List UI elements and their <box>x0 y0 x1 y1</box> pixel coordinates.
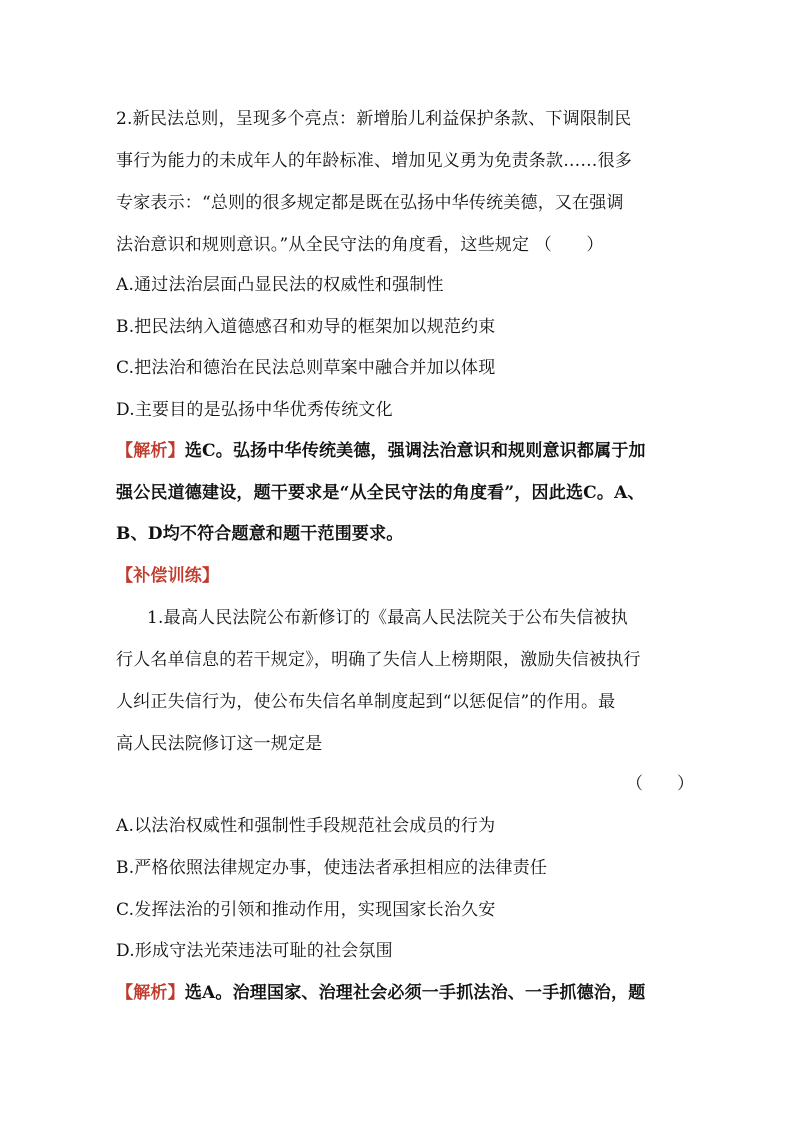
question-2-option-a: A.通过法治层面凸显民法的权威性和强制性 <box>116 275 444 295</box>
analysis-tag: 【解析】 <box>116 441 185 461</box>
question-2-line-1: 2.新民法总则，呈现多个亮点：新增胎儿利益保护条款、下调限制民 <box>116 109 632 129</box>
question-2-option-d: D.主要目的是弘扬中华优秀传统文化 <box>116 400 393 420</box>
question-2-option-b: B.把民法纳入道德感召和劝导的框架加以规范约束 <box>116 317 496 337</box>
analysis-text: 选C。弘扬中华传统美德，强调法治意识和规则意识都属于加 <box>184 441 646 461</box>
supplement-analysis-line-1 <box>116 982 688 1004</box>
question-2-analysis-line-3: B、D均不符合题意和题干范围要求。 <box>116 524 404 544</box>
supplement-option-c: C.发挥法治的引领和推动作用，实现国家长治久安 <box>116 900 496 920</box>
supplement-option-b: B.严格依照法律规定办事，使违法者承担相应的法律责任 <box>116 858 548 878</box>
supplement-option-d: D.形成守法光荣违法可耻的社会氛围 <box>116 941 393 961</box>
supplement-q1-line-2: 行人名单信息的若干规定》，明确了失信人上榜期限，激励失信被执行 <box>116 650 641 670</box>
question-2-analysis-line-1 <box>116 440 688 462</box>
analysis-text: 选A。治理国家、治理社会必须一手抓法治、一手抓德治，题 <box>184 983 646 1003</box>
supplement-q1-line-1: 1.最高人民法院公布新修订的《最高人民法院关于公布失信被执 <box>147 608 629 628</box>
supplement-q1-line-3: 人纠正失信行为，使公布失信名单制度起到“以惩促信”的作用。最 <box>116 692 616 712</box>
supplement-q1-line-4: 高人民法院修订这一规定是 <box>116 734 323 754</box>
question-2-option-c: C.把法治和德治在民法总则草案中融合并加以体现 <box>116 358 496 378</box>
supplement-option-a: A.以法治权威性和强制性手段规范社会成员的行为 <box>116 816 496 836</box>
question-2-analysis-line-2: 强公民道德建设，题干要求是“从全民守法的角度看”，因此选C。A、 <box>116 483 645 503</box>
question-2-line-3: 专家表示：“总则的很多规定都是既在弘扬中华传统美德，又在强调 <box>116 193 624 213</box>
supplement-tag: 【补偿训练】 <box>116 566 220 586</box>
question-2-line-4: 法治意识和规则意识。”从全民守法的角度看，这些规定 （ ） <box>116 235 604 255</box>
answer-parenthesis: （ ） <box>626 774 694 794</box>
question-2-line-2: 事行为能力的未成年人的年龄标准、增加见义勇为免责条款……很多 <box>116 151 632 171</box>
analysis-tag: 【解析】 <box>116 983 185 1003</box>
